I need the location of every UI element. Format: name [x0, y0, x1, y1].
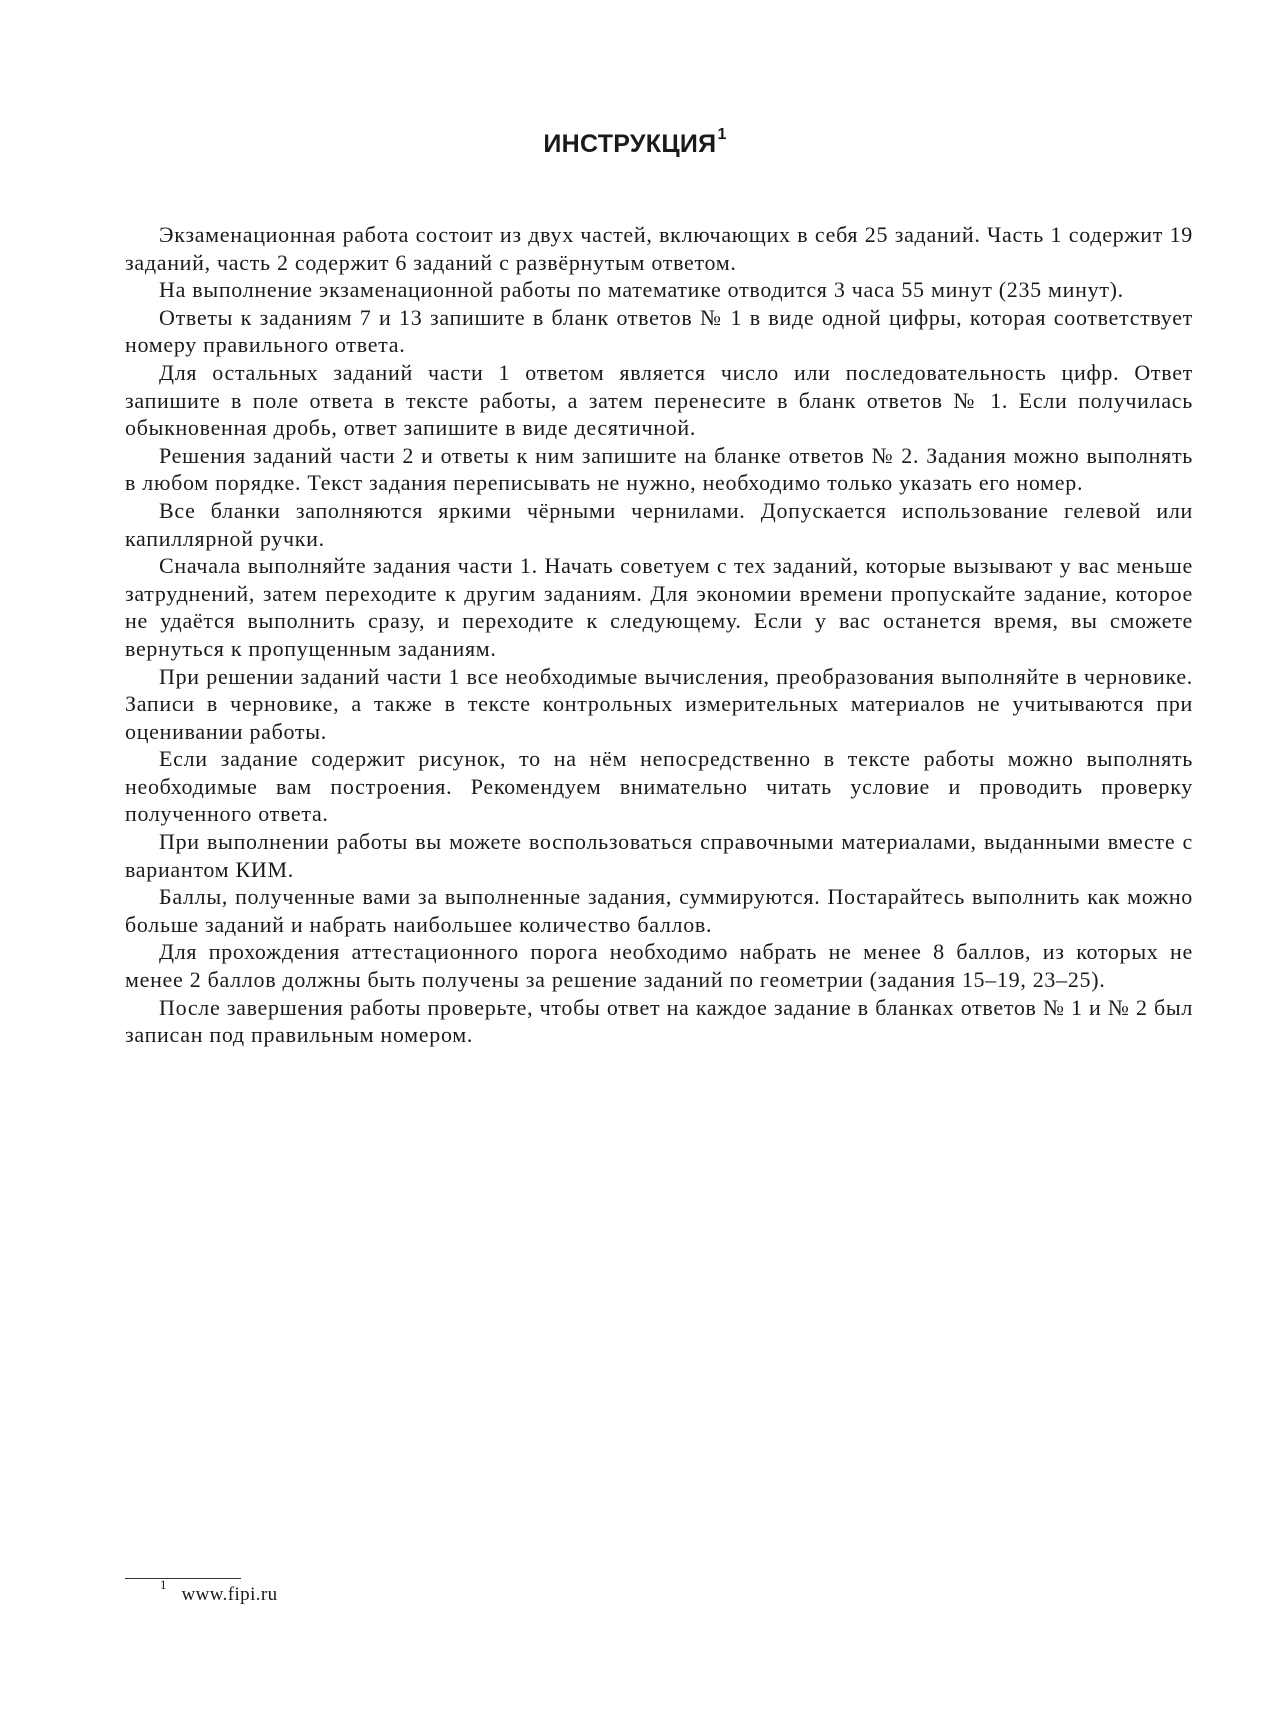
instructions-body	[125, 221, 1193, 1049]
paragraph: Решения заданий части 2 и ответы к ним запишите на бланке ответов № 2. Задания можно выполнять в любом порядке. Текст задания переписывать не нужно, необходимо только указать его номер.	[125, 442, 1193, 496]
paragraph: При выполнении работы вы можете воспользоваться справочными материалами, выданными вместе с вариантом КИМ.	[125, 829, 1193, 882]
paragraph: Баллы, полученные вами за выполненные задания, суммируются. Постарайтесь выполнить как можно больше заданий и набрать наибольшее количество баллов.	[125, 884, 1193, 937]
page-title	[0, 126, 1270, 159]
paragraph: На выполнение экзаменационной работы по математике отводится 3 часа 55 минут (235 минут).	[159, 277, 1124, 303]
footnote-marker: 1	[160, 1577, 167, 1592]
paragraph: Для прохождения аттестационного порога необходимо набрать не менее 8 баллов, из которых не менее 2 баллов должны быть получены за решение заданий по геометрии (задания 15–19, 23–25).	[125, 939, 1193, 993]
paragraph: Сначала выполняйте задания части 1. Начать советуем с тех заданий, которые вызывают у вас меньше затруднений, затем переходите к другим заданиям. Для экономии времени пропускайте задание, которое не удаётся выполнить сразу, и переходите к следующему. Если у вас останется время, вы сможете вернуться к пропущенным заданиям.	[125, 553, 1193, 661]
paragraph: При решении заданий части 1 все необходимые вычисления, преобразования выполняйте в черновике. Записи в черновике, а также в тексте контрольных измерительных материалов не учитываются при оценивании работы.	[125, 663, 1193, 744]
footnote-link-text: www.fipi.ru	[181, 1584, 278, 1605]
paragraph: После завершения работы проверьте, чтобы ответ на каждое задание в бланках ответов № 1 и № 2 был записан под правильным номером.	[125, 994, 1193, 1048]
paragraph: Если задание содержит рисунок, то на нём непосредственно в тексте работы можно выполнять необходимые вам построения. Рекомендуем внимательно читать условие и проводить проверку полученного ответа.	[125, 746, 1193, 827]
paragraph: Для остальных заданий части 1 ответом является число или последовательность цифр. Ответ запишите в поле ответа в тексте работы, а затем перенесите в бланк ответов № 1. Если получилась обыкновенная дробь, ответ запишите в виде десятичной.	[125, 359, 1193, 441]
title-text: ИНСТРУКЦИЯ	[543, 130, 717, 158]
paragraph: Ответы к заданиям 7 и 13 запишите в бланк ответов № 1 в виде одной цифры, которая соответствует номеру правильного ответа.	[125, 304, 1193, 358]
paragraph: Все бланки заполняются яркими чёрными чернилами. Допускается использование гелевой или капиллярной ручки.	[125, 497, 1193, 551]
footnote	[160, 1576, 278, 1605]
title-footnote-marker: 1	[717, 126, 727, 143]
paragraph: Экзаменационная работа состоит из двух частей, включающих в себя 25 заданий. Часть 1 содержит 19 заданий, часть 2 содержит 6 заданий с развёрнутым ответом.	[125, 222, 1193, 275]
